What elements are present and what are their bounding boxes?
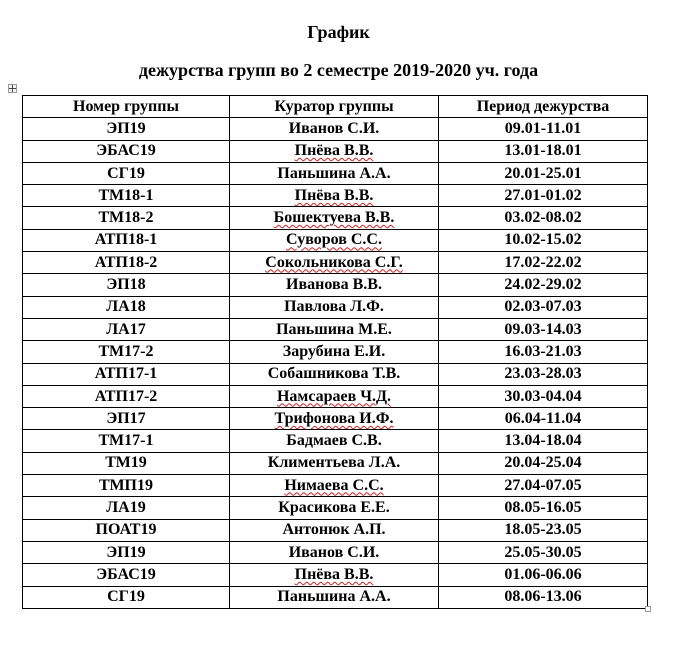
cell-group-text: СГ19 [107, 164, 145, 182]
cell-curator-text: Паньшина А.А. [277, 588, 391, 606]
cell-period [439, 341, 648, 363]
table-row [23, 207, 648, 229]
cell-group [23, 363, 230, 385]
cell-period [439, 430, 648, 452]
cell-curator-text: Нимаева С.С. [284, 476, 384, 494]
cell-period-text: 16.03-21.03 [504, 342, 582, 360]
cell-period-text: 23.03-28.03 [504, 365, 582, 383]
cell-group [23, 341, 230, 363]
cell-group-text: АТП17-2 [94, 387, 158, 405]
cell-period [439, 452, 648, 474]
cell-period-text: 08.05-16.05 [504, 498, 582, 516]
cell-period-text: 30.03-04.04 [504, 387, 582, 405]
cell-group-text: ЛА17 [106, 320, 146, 338]
cell-curator [230, 118, 439, 140]
cell-curator-text: Суворов С.С. [286, 231, 382, 249]
cell-group [23, 274, 230, 296]
cell-curator-text: Паньшина А.А. [277, 164, 391, 182]
table-row [23, 564, 648, 586]
cell-period-text: 24.02-29.02 [504, 276, 582, 294]
cell-curator-text: Бошектуева В.В. [273, 209, 395, 227]
cell-curator-text: Павлова Л.Ф. [284, 298, 384, 316]
header-curator: Куратор группы [230, 96, 439, 118]
cell-curator-text: Паньшина М.Е. [276, 320, 392, 338]
cell-curator [230, 452, 439, 474]
cell-curator-text: Сокольникова С.Г. [265, 253, 403, 271]
table-row [23, 541, 648, 563]
cell-group-text: СГ19 [107, 588, 145, 606]
cell-period-text: 02.03-07.03 [504, 298, 582, 316]
table-row [23, 408, 648, 430]
cell-curator-text: Зарубина Е.И. [282, 342, 386, 360]
table-row [23, 363, 648, 385]
table-header-row [23, 96, 648, 118]
cell-curator-text: Намсараев Ч.Д. [276, 387, 392, 405]
cell-period [439, 408, 648, 430]
cell-group-text: ТМ17-2 [98, 342, 154, 360]
schedule-table [22, 95, 648, 609]
cell-curator-text: Иванов С.И. [288, 543, 380, 561]
cell-curator [230, 296, 439, 318]
cell-curator-text: Собашникова Т.В. [267, 365, 401, 383]
cell-curator [230, 519, 439, 541]
cell-period [439, 296, 648, 318]
cell-period-text: 17.02-22.02 [504, 253, 582, 271]
cell-group [23, 140, 230, 162]
cell-group-text: ЭБАС19 [96, 565, 156, 583]
cell-group [23, 519, 230, 541]
cell-curator-text: Антонюк А.П. [282, 521, 386, 539]
cell-curator [230, 140, 439, 162]
cell-group-text: ПОАТ19 [95, 521, 157, 539]
table-row [23, 385, 648, 407]
table-row [23, 430, 648, 452]
cell-group-text: ЭП19 [106, 119, 146, 137]
cell-period [439, 385, 648, 407]
cell-curator [230, 207, 439, 229]
cell-curator [230, 497, 439, 519]
cell-group [23, 586, 230, 608]
table-row [23, 341, 648, 363]
cell-curator-text: Красикова Е.Е. [278, 498, 390, 516]
cell-curator [230, 274, 439, 296]
header-group-number: Номер группы [23, 96, 230, 118]
cell-period-text: 27.01-01.02 [504, 186, 582, 204]
cell-period-text: 20.04-25.04 [504, 454, 582, 472]
cell-period-text: 18.05-23.05 [504, 521, 582, 539]
cell-group-text: ЭП17 [106, 409, 146, 427]
cell-period [439, 140, 648, 162]
cell-curator [230, 564, 439, 586]
document-subtitle: дежурства групп во 2 семестре 2019-2020 уч. года [138, 60, 539, 80]
cell-curator-text: Пнёва В.В. [294, 565, 374, 583]
cell-group [23, 207, 230, 229]
table-row [23, 252, 648, 274]
cell-period [439, 519, 648, 541]
table-row [23, 118, 648, 140]
cell-group-text: ЛА18 [106, 298, 146, 316]
cell-period-text: 25.05-30.05 [504, 543, 582, 561]
cell-period [439, 318, 648, 340]
cell-group [23, 497, 230, 519]
cell-curator-text: Трифонова И.Ф. [274, 409, 394, 427]
cell-group-text: ЭП18 [106, 276, 146, 294]
cell-period [439, 252, 648, 274]
cell-curator [230, 318, 439, 340]
table-row [23, 452, 648, 474]
cell-curator [230, 363, 439, 385]
cell-period-text: 13.04-18.04 [504, 432, 582, 450]
cell-curator [230, 541, 439, 563]
cell-period [439, 274, 648, 296]
cell-group-text: ТМ18-1 [98, 186, 154, 204]
cell-period [439, 363, 648, 385]
header-duty-period: Период дежурства [439, 96, 648, 118]
cell-period [439, 475, 648, 497]
table-row [23, 497, 648, 519]
cell-group [23, 162, 230, 184]
cell-period [439, 497, 648, 519]
cell-curator-text: Климентьева Л.А. [267, 454, 401, 472]
cell-group-text: ТМ19 [105, 454, 147, 472]
document-title: График [307, 22, 370, 42]
cell-period [439, 207, 648, 229]
table-row [23, 475, 648, 497]
cell-group-text: АТП18-1 [94, 231, 158, 249]
cell-period-text: 06.04-11.04 [504, 409, 582, 427]
cell-group [23, 185, 230, 207]
cell-group [23, 252, 230, 274]
cell-period-text: 08.06-13.06 [504, 588, 582, 606]
cell-period [439, 162, 648, 184]
table-row [23, 296, 648, 318]
cell-curator [230, 408, 439, 430]
cell-curator [230, 252, 439, 274]
cell-period [439, 541, 648, 563]
cell-curator-text: Бадмаев С.В. [286, 432, 382, 450]
cell-period [439, 118, 648, 140]
cell-period-text: 27.04-07.05 [504, 476, 582, 494]
table-row [23, 162, 648, 184]
cell-group [23, 430, 230, 452]
cell-group [23, 564, 230, 586]
cell-period [439, 564, 648, 586]
cell-group [23, 318, 230, 340]
table-move-handle-icon[interactable] [8, 84, 17, 93]
cell-group-text: ТМ18-2 [98, 209, 154, 227]
table-row [23, 229, 648, 251]
cell-curator [230, 162, 439, 184]
table-row [23, 519, 648, 541]
cell-group-text: ЭБАС19 [96, 142, 156, 160]
cell-curator [230, 385, 439, 407]
cell-group [23, 296, 230, 318]
cell-group-text: ЭП19 [106, 543, 146, 561]
cell-curator [230, 475, 439, 497]
cell-period-text: 09.01-11.01 [504, 119, 582, 137]
cell-curator [230, 185, 439, 207]
cell-group-text: АТП17-1 [94, 365, 158, 383]
cell-group [23, 541, 230, 563]
cell-period-text: 13.01-18.01 [504, 142, 582, 160]
cell-group [23, 385, 230, 407]
cell-group-text: ЛА19 [106, 498, 146, 516]
cell-period [439, 185, 648, 207]
cell-curator [230, 586, 439, 608]
table-resize-handle[interactable] [645, 606, 651, 612]
table-row [23, 586, 648, 608]
cell-period-text: 09.03-14.03 [504, 320, 582, 338]
cell-period-text: 01.06-06.06 [504, 565, 582, 583]
cell-period-text: 03.02-08.02 [504, 209, 582, 227]
table-row [23, 185, 648, 207]
cell-group [23, 475, 230, 497]
cell-curator [230, 430, 439, 452]
cell-group [23, 408, 230, 430]
cell-period-text: 10.02-15.02 [504, 231, 582, 249]
cell-group [23, 452, 230, 474]
cell-curator-text: Пнёва В.В. [294, 186, 374, 204]
cell-period [439, 229, 648, 251]
cell-group [23, 118, 230, 140]
table-row [23, 318, 648, 340]
table-row [23, 274, 648, 296]
cell-curator-text: Пнёва В.В. [294, 142, 374, 160]
cell-group-text: ТМП19 [98, 476, 153, 494]
cell-curator-text: Иванов С.И. [288, 119, 380, 137]
cell-period [439, 586, 648, 608]
cell-group-text: АТП18-2 [94, 253, 158, 271]
cell-group [23, 229, 230, 251]
cell-curator [230, 229, 439, 251]
cell-curator [230, 341, 439, 363]
cell-curator-text: Иванова В.В. [286, 276, 382, 294]
table-row [23, 140, 648, 162]
cell-period-text: 20.01-25.01 [504, 164, 582, 182]
cell-group-text: ТМ17-1 [98, 432, 154, 450]
